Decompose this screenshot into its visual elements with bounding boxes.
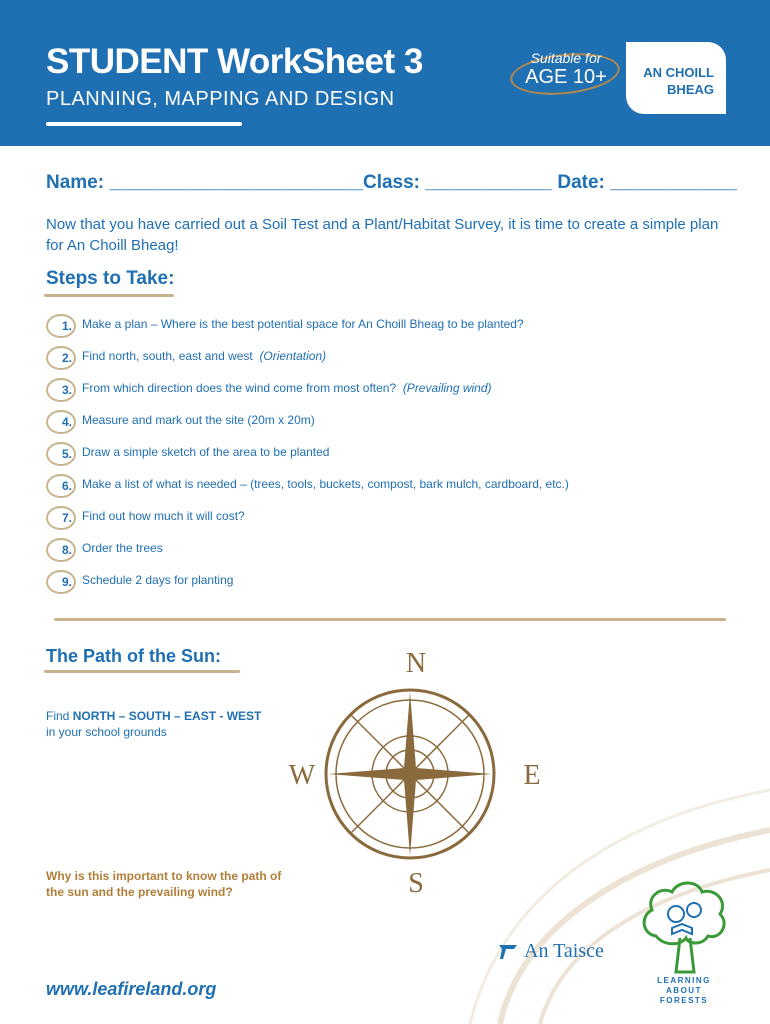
section-divider xyxy=(54,618,726,621)
step-text xyxy=(82,317,524,331)
step-number: 2. xyxy=(61,351,72,365)
steps-heading-underline xyxy=(44,294,174,297)
student-fields xyxy=(46,172,737,194)
step-number: 3. xyxy=(61,383,72,397)
an-taisce-name: An Taisce xyxy=(524,940,604,962)
step-text-main: Make a plan – Where is the best potential space for An Choill Bheag to be planted? xyxy=(82,317,524,331)
step-number: 6. xyxy=(61,479,72,493)
step-number-badge xyxy=(46,570,76,594)
name-field[interactable]: Name: ________________________ xyxy=(46,172,363,193)
step-text xyxy=(82,573,233,587)
laf-line-3: FORESTS xyxy=(659,996,709,1005)
step-text-main: Find north, south, east and west xyxy=(82,349,253,363)
badge-age-text: AGE 10+ xyxy=(525,66,607,88)
find-directions-text xyxy=(46,708,261,740)
step-number-badge xyxy=(46,506,76,530)
step-text xyxy=(82,349,326,363)
step-text-main: Schedule 2 days for planting xyxy=(82,573,234,587)
laf-line-1: LEARNING xyxy=(657,976,711,985)
step-text xyxy=(82,541,163,555)
compass-west-label: W xyxy=(288,760,316,791)
step-text xyxy=(82,509,245,523)
class-field[interactable]: Class: ____________ xyxy=(362,172,553,193)
header-banner xyxy=(0,0,770,146)
step-number: 7. xyxy=(61,511,72,525)
logo-line-1: AN CHOILL xyxy=(643,65,714,80)
step-number-badge xyxy=(46,538,76,562)
tree-icon xyxy=(636,876,732,976)
sun-heading: The Path of the Sun: xyxy=(46,646,221,666)
step-text-note: (Orientation) xyxy=(259,349,327,363)
step-number-badge xyxy=(46,442,76,466)
step-number: 5. xyxy=(61,447,72,461)
intro-paragraph: Now that you have carried out a Soil Test and a Plant/Habitat Survey, it is time to create a simple plan for An Choill Bheag! xyxy=(46,216,719,254)
laf-wordmark xyxy=(636,976,732,1006)
step-text-main: Draw a simple sketch of the area to be planted xyxy=(82,445,330,459)
an-choill-bheag-logo xyxy=(626,42,726,114)
step-text-main: From which direction does the wind come from most often? xyxy=(82,381,397,395)
age-badge xyxy=(512,50,620,94)
step-text xyxy=(82,445,329,459)
compass-south-label: S xyxy=(408,868,424,899)
compass-rose xyxy=(280,640,550,900)
step-number: 8. xyxy=(61,543,72,557)
step-number-badge xyxy=(46,346,76,370)
step-text xyxy=(82,413,315,427)
why-question: Why is this important to know the path of the sun and the prevailing wind? xyxy=(46,869,282,899)
step-text-main: Make a list of what is needed – (trees, tools, buckets, compost, bark mulch, cardboard, etc.) xyxy=(82,477,569,491)
step-number: 9. xyxy=(61,575,72,589)
step-text-main: Measure and mark out the site (20m x 20m) xyxy=(82,413,315,427)
step-number: 4. xyxy=(61,415,72,429)
step-number-badge xyxy=(46,378,76,402)
laf-line-2: ABOUT xyxy=(666,986,702,995)
step-text-note: (Prevailing wind) xyxy=(402,381,492,395)
find-prefix: Find xyxy=(46,709,70,723)
step-text-main: Find out how much it will cost? xyxy=(82,509,245,523)
badge-suitable-text: Suitable for xyxy=(530,50,602,66)
step-number-badge xyxy=(46,410,76,434)
step-text-main: Order the trees xyxy=(82,541,163,555)
step-text xyxy=(82,381,492,395)
find-line-2: in your school grounds xyxy=(46,725,167,739)
date-field[interactable]: Date: ____________ xyxy=(557,172,737,193)
compass-north-label: N xyxy=(405,648,427,679)
sun-heading-underline xyxy=(44,670,240,673)
step-text xyxy=(82,477,569,491)
compass-east-label: E xyxy=(523,760,541,791)
find-directions-bold: NORTH – SOUTH – EAST - WEST xyxy=(72,709,262,723)
step-number-badge xyxy=(46,474,76,498)
step-number-badge xyxy=(46,314,76,338)
worksheet-subtitle: PLANNING, MAPPING AND DESIGN xyxy=(46,88,395,110)
step-number: 1. xyxy=(61,319,72,333)
steps-heading: Steps to Take: xyxy=(46,268,175,289)
an-taisce-mark-icon xyxy=(498,943,518,961)
website-link[interactable]: www.leafireland.org xyxy=(46,979,217,999)
learning-about-forests-logo xyxy=(636,876,732,1006)
title-underline xyxy=(46,122,242,126)
logo-line-2: BHEAG xyxy=(667,82,714,97)
worksheet-title: STUDENT WorkSheet 3 xyxy=(46,42,423,81)
